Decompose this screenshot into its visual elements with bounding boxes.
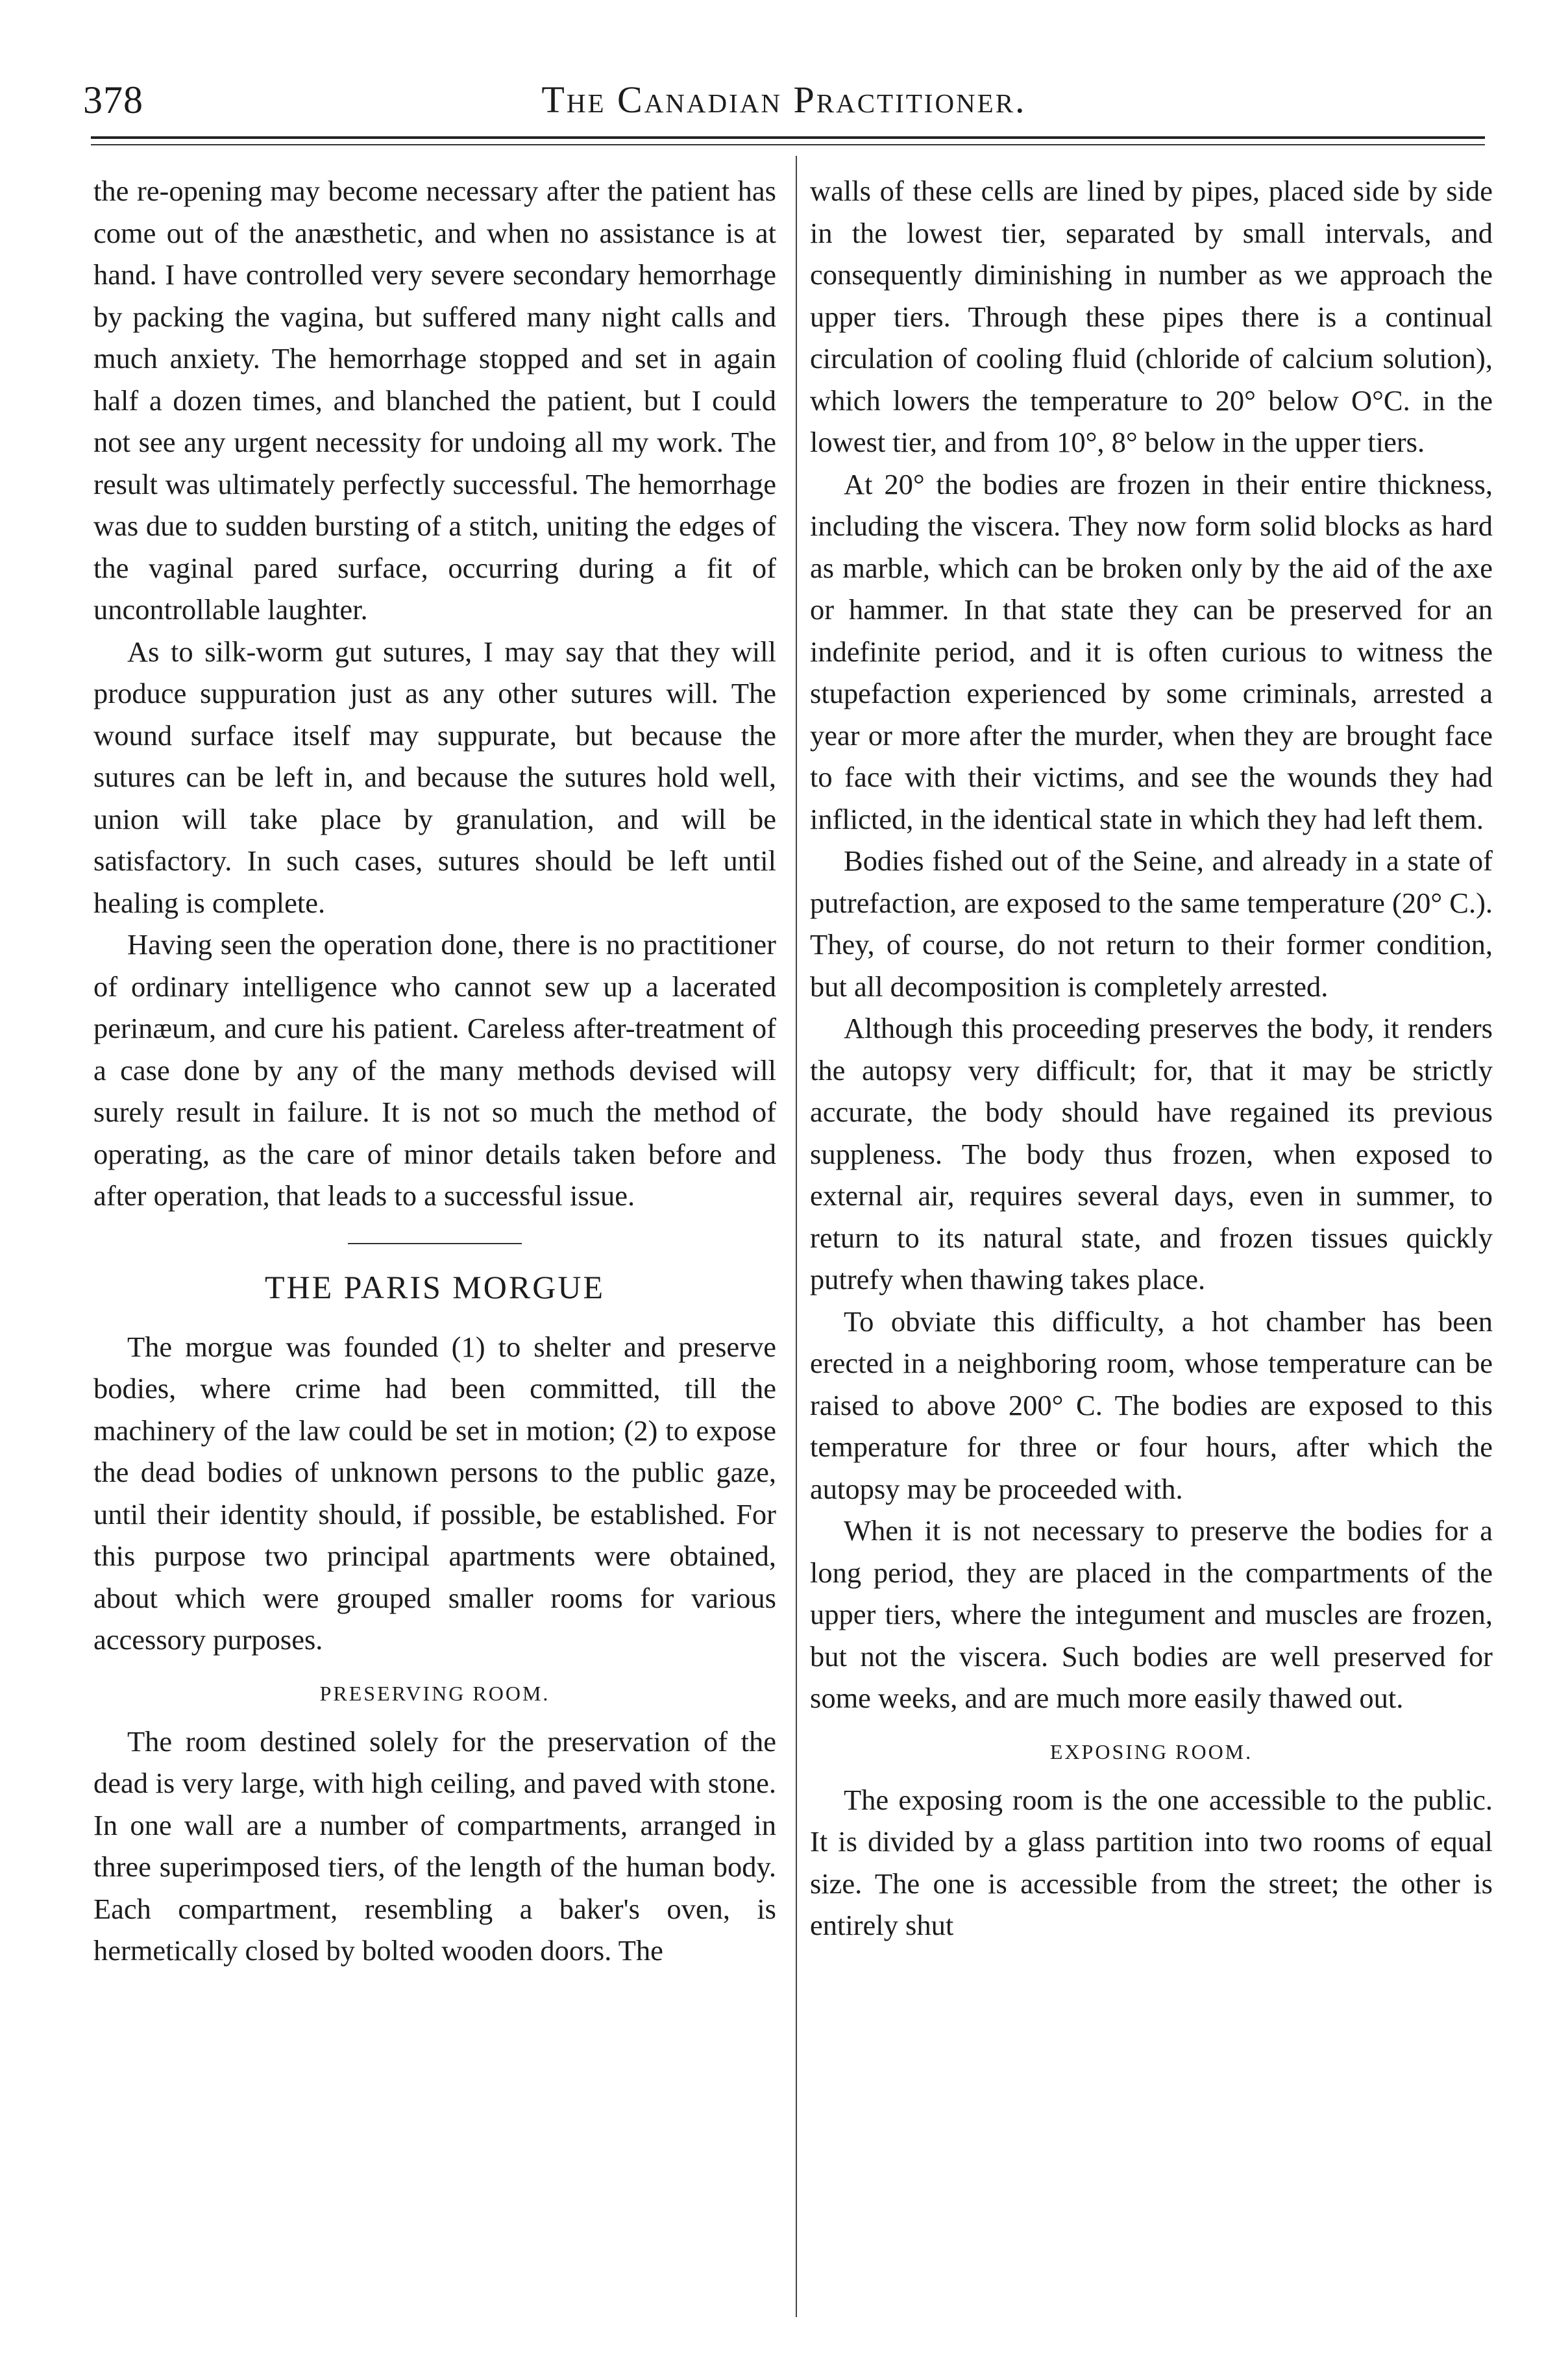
subheading: EXPOSING ROOM. — [1049, 1739, 1253, 1763]
paragraph: When it is not necessary to preserve the bodies for a long period, they are placed in the compartments of the upper tiers, where the integument and muscles are frozen, but not the viscera. Such bodies are well preserved for some weeks, and are much more easily thawed out. — [810, 1514, 1493, 1714]
subheading: PRESERVING ROOM. — [319, 1681, 550, 1705]
column-divider — [796, 156, 797, 2317]
paragraph: the re-opening may become necessary after the patient has come out of the anæsthetic, and when no assistance is at hand. I have controlled very severe secondary hemorrhage by packing the vagina, but suffered many night calls and much anxiety. The hemorrhage stopped and set in again half a dozen times, and blanched the patient, but I could not see any urgent necessity for undoing all my work. The result was ultimately perfectly successful. The hemorrhage was due to sudden bursting of a stitch, uniting the edges of the vaginal pared surface, occurring during a fit of uncontrollable laughter. — [93, 175, 776, 626]
paragraph: The room destined solely for the preservation of the dead is very large, with high ceiling, and paved with stone. In one wall are a number of compartments, arranged in three superimposed tiers, of the length of the human body. Each compartment, resembling a baker's oven, is hermetically closed by bolted wooden doors. The — [93, 1725, 776, 1967]
header-rule-thick — [91, 136, 1485, 139]
page-header — [83, 78, 1485, 130]
header-rule-thin — [91, 144, 1485, 145]
paragraph: Having seen the operation done, there is no practitioner of ordinary intelligence who cannot sew up a lacerated perinæum, and cure his patient. Careless after-treatment of a case done by any of the many methods devised will surely result in failure. It is not so much the method of operating, as the care of minor details taken before and after operation, that leads to a successful issue. — [93, 928, 776, 1212]
section-divider — [348, 1243, 522, 1244]
section-title: THE PARIS MORGUE — [264, 1268, 605, 1305]
running-title: The Canadian Practitioner. — [541, 79, 1027, 121]
paragraph: The exposing room is the one accessible to the public. It is divided by a glass partition into two rooms of equal size. The one is accessible from the street; the other is entirely shut — [810, 1783, 1493, 1941]
paragraph: The morgue was founded (1) to shelter and preserve bodies, where crime had been committed, till the machinery of the law could be set in motion; (2) to expose the dead bodies of unknown persons to the public gaze, until their identity should, if possible, be established. For this purpose two principal apartments were obtained, about which were grouped smaller rooms for various accessory purposes. — [93, 1330, 776, 1656]
paragraph: walls of these cells are lined by pipes, placed side by side in the lowest tier, separated by small intervals, and consequently diminishing in number as we approach the upper tiers. Through these pipes there is a continual circulation of cooling fluid (chloride of calcium solution), which lowers the temperature to 20° below O°C. in the lowest tier, and from 10°, 8° below in the upper tiers. — [810, 175, 1493, 458]
paragraph: To obviate this difficulty, a hot chamber has been erected in a neighboring room, whose temperature can be raised to above 200° C. The bodies are exposed to this temperature for three or four hours, after which the autopsy may be proceeded with. — [810, 1305, 1493, 1505]
paragraph: At 20° the bodies are frozen in their entire thickness, including the viscera. They now form solid blocks as hard as marble, which can be broken only by the aid of the axe or hammer. In that state they can be preserved for an indefinite period, and it is often curious to witness the stupefaction experienced by some criminals, arrested a year or more after the murder, when they are brought face to face with their victims, and see the wounds they had inflicted, in the identical state in which they had left them. — [810, 467, 1493, 835]
paragraph: Although this proceeding preserves the body, it renders the autopsy very difficult; for, that it may be strictly accurate, the body should have regained its previous suppleness. The body thus frozen, when exposed to external air, requires several days, even in summer, to return to its natural state, and frozen tissues quickly putrefy when thawing takes place. — [810, 1012, 1493, 1296]
right-column — [810, 170, 1493, 1947]
left-column — [93, 170, 776, 1972]
page-number: 378 — [83, 79, 143, 121]
paragraph: As to silk-worm gut sutures, I may say that they will produce suppuration just as any other sutures will. The wound surface itself may suppurate, but because the sutures can be left in, and because the sutures hold well, union will take place by granulation, and will be satisfactory. In such cases, sutures should be left until healing is complete. — [93, 635, 776, 919]
paragraph: Bodies fished out of the Seine, and already in a state of putrefaction, are exposed to the same temperature (20° C.). They, of course, do not return to their former condition, but all decomposition is completely arrested. — [810, 844, 1493, 1003]
